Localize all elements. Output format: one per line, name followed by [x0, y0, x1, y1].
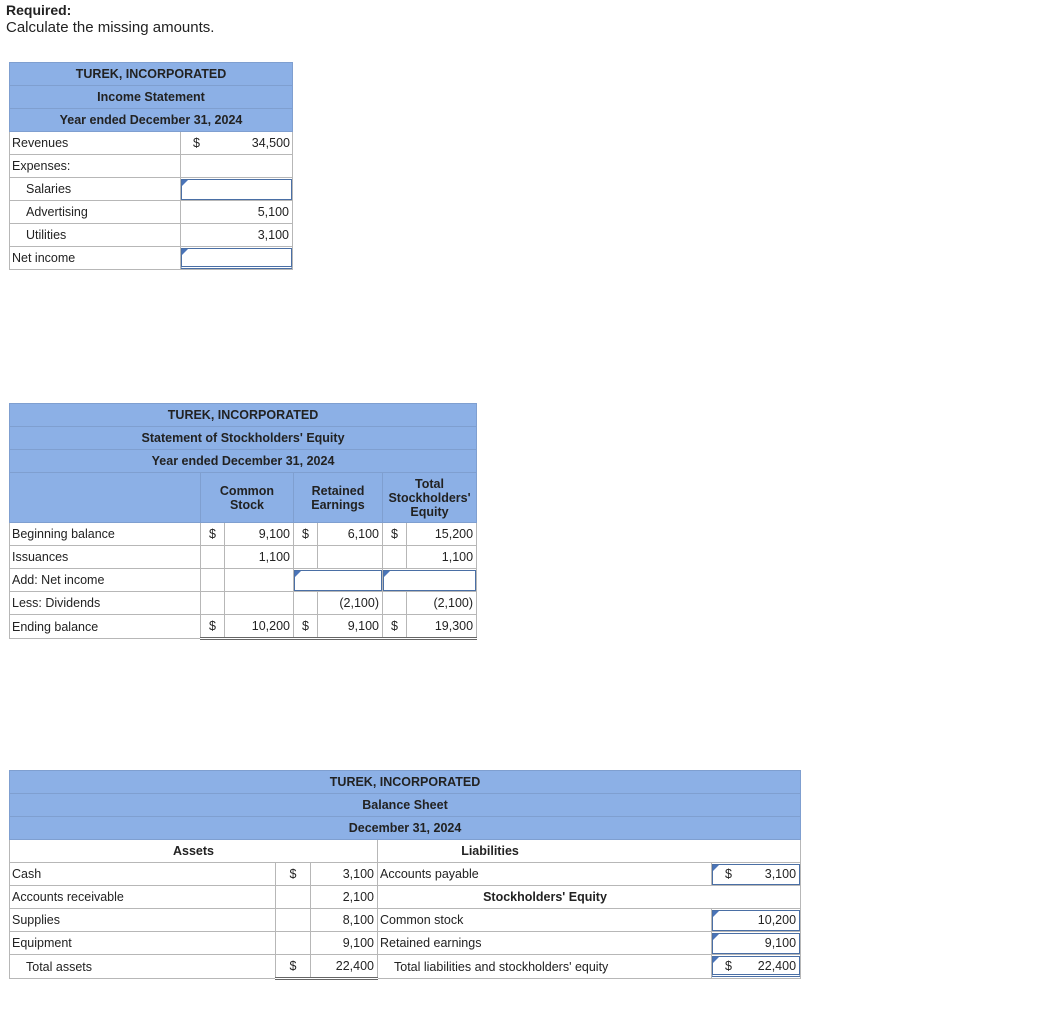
- net-income-label: Net income: [10, 247, 181, 270]
- dollar-sign: $: [725, 959, 732, 973]
- utilities-label: Utilities: [10, 224, 181, 247]
- ending-retained: 9,100: [318, 615, 383, 639]
- col-common-stock: Common Stock: [201, 473, 294, 523]
- salaries-input[interactable]: [181, 179, 292, 200]
- income-company: TUREK, INCORPORATED: [10, 63, 293, 86]
- dividends-retained: (2,100): [318, 592, 383, 615]
- accounts-payable-input[interactable]: [712, 864, 800, 885]
- supplies-value: 8,100: [311, 909, 378, 932]
- salaries-label: Salaries: [10, 178, 181, 201]
- dollar-sign: $: [201, 523, 225, 546]
- row-label: Less: Dividends: [10, 592, 201, 615]
- balance-company: TUREK, INCORPORATED: [10, 771, 801, 794]
- dollar-sign: $: [383, 523, 407, 546]
- utilities-value: 3,100: [181, 224, 293, 247]
- asset-label: Cash: [10, 863, 276, 886]
- cash-value: 3,100: [311, 863, 378, 886]
- advertising-label: Advertising: [10, 201, 181, 224]
- advertising-value: 5,100: [181, 201, 293, 224]
- total-assets-value: 22,400: [311, 955, 378, 979]
- equity-statement-table: [9, 403, 477, 640]
- balance-sheet-table: [9, 770, 801, 980]
- net-income-retained-input[interactable]: [294, 570, 382, 591]
- asset-label: Total assets: [10, 955, 276, 979]
- net-income-input[interactable]: [181, 248, 292, 269]
- dividends-common: [225, 592, 294, 615]
- common-stock-label: Common stock: [378, 909, 712, 932]
- stockholders-equity-header: Stockholders' Equity: [378, 886, 801, 909]
- asset-label: Accounts receivable: [10, 886, 276, 909]
- issuances-total: 1,100: [407, 546, 477, 569]
- dividends-total: (2,100): [407, 592, 477, 615]
- equity-title: Statement of Stockholders' Equity: [10, 427, 477, 450]
- instructions: [6, 2, 214, 37]
- liabilities-header: Liabilities: [378, 840, 801, 863]
- net-income-common: [225, 569, 294, 592]
- asset-label: Equipment: [10, 932, 276, 955]
- retained-earnings-label: Retained earnings: [378, 932, 712, 955]
- equipment-value: 9,100: [311, 932, 378, 955]
- common-stock-input[interactable]: 10,200: [712, 910, 800, 931]
- total-le-input[interactable]: [712, 956, 800, 977]
- revenues-dollar: $: [193, 136, 200, 150]
- balance-date: December 31, 2024: [10, 817, 801, 840]
- assets-header: Assets: [10, 840, 378, 863]
- revenues-label: Revenues: [10, 132, 181, 155]
- accounts-receivable-value: 2,100: [311, 886, 378, 909]
- beginning-common: 9,100: [225, 523, 294, 546]
- accounts-payable-value: 3,100: [764, 866, 797, 881]
- retained-earnings-input[interactable]: 9,100: [712, 933, 800, 954]
- row-label: Issuances: [10, 546, 201, 569]
- issuances-retained: [318, 546, 383, 569]
- dollar-sign: $: [383, 615, 407, 639]
- total-le-value: 22,400: [757, 959, 797, 973]
- required-text: Calculate the missing amounts.: [6, 19, 215, 36]
- dollar-sign: $: [294, 523, 318, 546]
- required-label: Required:: [6, 2, 72, 18]
- row-label: Beginning balance: [10, 523, 201, 546]
- asset-label: Supplies: [10, 909, 276, 932]
- equity-company: TUREK, INCORPORATED: [10, 404, 477, 427]
- dollar-sign: $: [294, 615, 318, 639]
- issuances-common: 1,100: [225, 546, 294, 569]
- row-label: Add: Net income: [10, 569, 201, 592]
- ending-total: 19,300: [407, 615, 477, 639]
- beginning-retained: 6,100: [318, 523, 383, 546]
- accounts-payable-label: Accounts payable: [378, 863, 712, 886]
- row-label: Ending balance: [10, 615, 201, 639]
- dollar-sign: $: [725, 866, 732, 881]
- dollar-sign: $: [276, 863, 311, 886]
- expenses-label: Expenses:: [10, 155, 181, 178]
- col-retained-earnings: Retained Earnings: [294, 473, 383, 523]
- beginning-total: 15,200: [407, 523, 477, 546]
- income-period: Year ended December 31, 2024: [10, 109, 293, 132]
- income-statement-table: [9, 62, 293, 270]
- net-income-total-input[interactable]: [383, 570, 476, 591]
- revenues-value: 34,500: [251, 136, 290, 150]
- dollar-sign: $: [276, 955, 311, 979]
- col-total-equity: Total Stockholders' Equity: [383, 473, 477, 523]
- income-title: Income Statement: [10, 86, 293, 109]
- ending-common: 10,200: [225, 615, 294, 639]
- balance-title: Balance Sheet: [10, 794, 801, 817]
- dollar-sign: $: [201, 615, 225, 639]
- total-le-label: Total liabilities and stockholders' equity: [378, 955, 712, 979]
- equity-period: Year ended December 31, 2024: [10, 450, 477, 473]
